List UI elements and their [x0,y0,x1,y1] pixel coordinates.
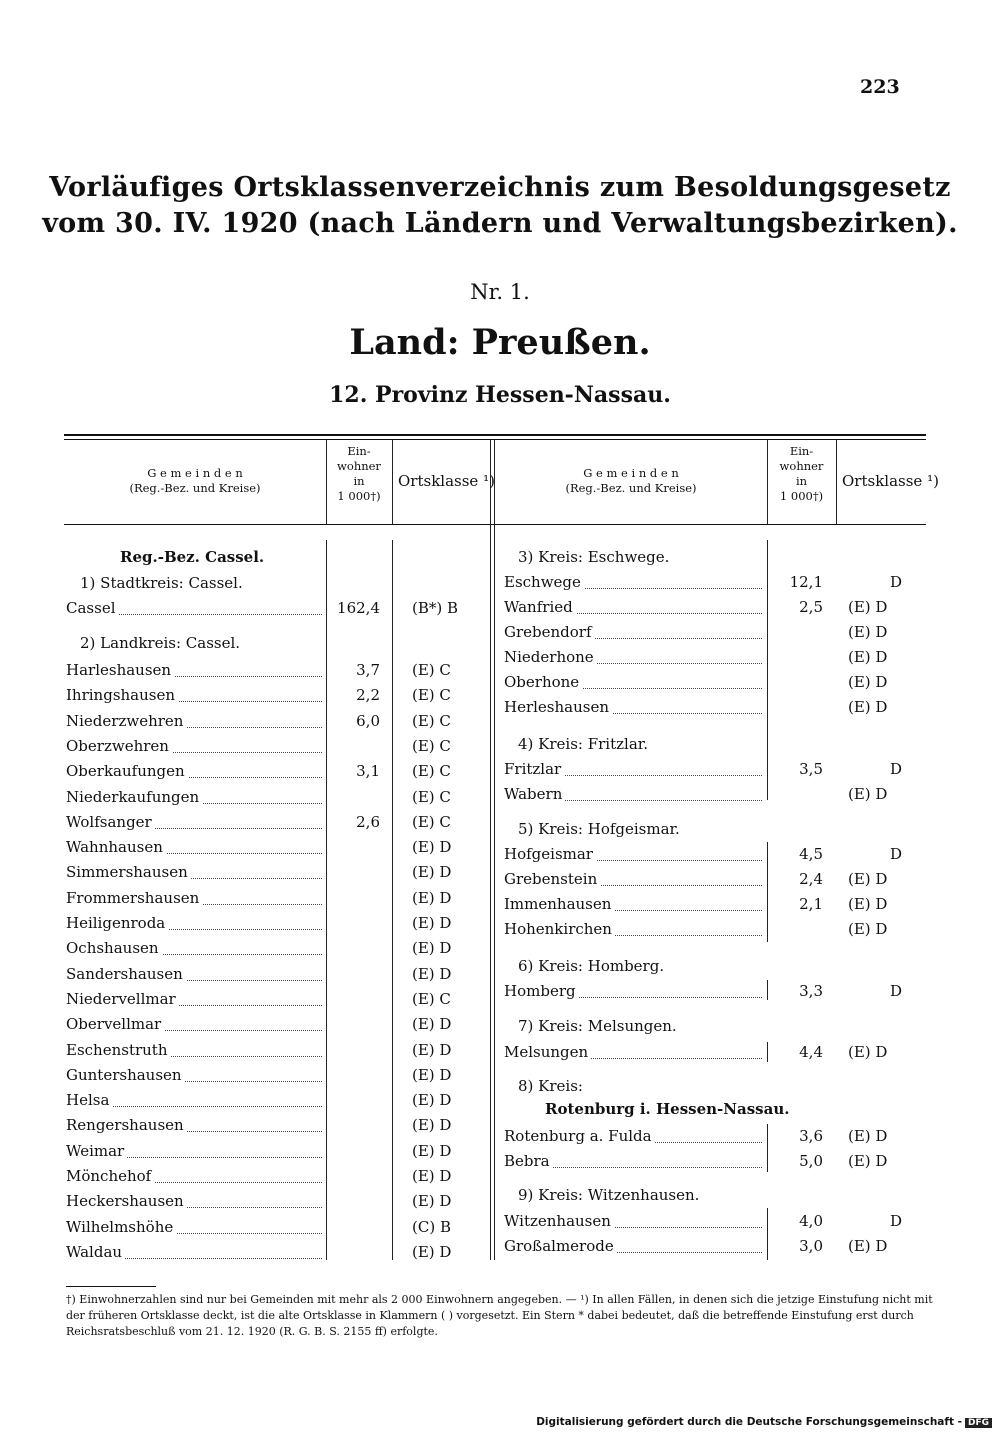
header-gemeinden-label: G e m e i n d e n [583,466,679,480]
row-name-cell [504,845,762,870]
footnote-rule [66,1286,156,1287]
gemeinde-name: Hohenkirchen [504,920,615,938]
einwohner-value: 3,7 [356,661,380,679]
einwohner-value: 3,5 [799,760,823,778]
gemeinde-name: Immenhausen [504,895,614,913]
kreis-rotenburg-name: Rotenburg i. Hessen-Nassau. [545,1100,790,1118]
row-name-cell [504,785,762,810]
gemeinde-name: Waldau [66,1243,125,1261]
table-row [0,870,1000,895]
ortsklasse-value: (E) D [412,1015,452,1034]
page-number: 223 [860,76,900,98]
einwohner-value: 3,6 [799,1127,823,1145]
row-name-cell [504,573,762,598]
gemeinde-name: Obervellmar [66,1015,164,1033]
header-ortsklasse-left: Ortsklasse ¹) [398,472,495,490]
row-name-cell [504,1152,762,1177]
regbez-heading: Reg.-Bez. Cassel. [120,548,265,566]
row-name-cell [504,598,762,623]
table-header-rule [64,524,926,525]
table-top-rule [64,434,926,436]
table-row [0,1237,1000,1262]
gemeinde-name: Herleshausen [504,698,612,716]
gemeinde-name: Niederzwehren [66,712,186,730]
row-name-cell [66,1015,322,1040]
ortsklasse-value: (E) D [412,1242,452,1261]
ortsklasse-value: (E) C [412,762,451,781]
gemeinde-name: Weimar [66,1142,127,1160]
ortsklasse-value: (E) D [848,785,888,803]
ortsklasse-value: (E) D [412,1141,452,1160]
table-row [0,598,1000,623]
number-heading: Nr. 1. [470,280,530,304]
row-name-cell [504,648,762,673]
ortsklasse-value: (E) D [412,914,452,932]
land-heading: Land: Preußen. [349,322,651,363]
table-row [0,1040,1000,1068]
row-name-cell [504,870,762,895]
kreis-rotenburg-heading: 8) Kreis: [518,1077,583,1095]
einwohner-value: 4,5 [799,845,823,863]
ortsklasse-value: (E) D [412,863,452,882]
gemeinde-name: Helsa [66,1091,112,1109]
column-divider [392,440,393,524]
einwohner-value: 2,6 [356,812,380,831]
header-gemeinden-label: G e m e i n d e n [147,466,243,480]
table-row [0,623,1000,648]
row-name-cell [504,623,762,648]
ortsklasse-value: (E) D [848,1043,888,1061]
ortsklasse-value: (E) C [412,812,451,831]
gemeinde-name: Rotenburg a. Fulda [504,1127,655,1145]
gemeinde-name: Eschenstruth [66,1041,171,1059]
ortsklasse-value: (E) C [412,686,451,705]
ortsklasse-value: (E) D [412,1116,452,1135]
landkreis-heading: 2) Landkreis: Cassel. [80,634,241,652]
ortsklasse-value: (C) B [412,1217,451,1236]
gemeinde-name: Frommershausen [66,889,202,907]
ortsklasse-value: (E) D [848,598,888,616]
ortsklasse-value: (E) C [412,736,451,755]
kreis-homberg-heading: 6) Kreis: Homberg. [518,957,665,975]
header-einwohner-left: Ein- wohner in 1 000†) [337,444,381,503]
gemeinde-name: Oberkaufungen [66,762,188,780]
table-row [0,698,1000,723]
gemeinde-name: Großalmerode [504,1237,617,1255]
gemeinde-name: Niedervellmar [66,990,179,1008]
footnote: †) Einwohnerzahlen sind nur bei Gemeinden mit mehr als 2 000 Einwohnern angegeben. — ¹) In allen Fällen, in denen sich die jetzige Einstufung nicht mit der früheren Ortsklasse deckt, ist die alte Ortsklasse in Klammern ( ) vorgesetzt. Ein Stern * dabei bedeutet, daß die betreffende Einstufung erst durch Reichsratsbeschluß vom 21. 12. 1920 (R. G. B. S. 2155 ff) erfolgte. [66,1293,933,1338]
ortsklasse-value: (E) D [412,1192,452,1211]
gemeinde-name: Sandershausen [66,965,186,983]
province-heading: 12. Provinz Hessen-Nassau. [329,382,671,408]
ortsklasse-value: (E) D [848,1152,888,1170]
row-name-cell [504,1127,762,1152]
gemeinde-name: Guntershausen [66,1066,185,1084]
table-row [0,1212,1000,1237]
ortsklasse-value: (E) D [412,964,452,983]
row-name-cell [66,737,322,762]
ortsklasse-value: (E) D [848,648,888,666]
ortsklasse-value: (E) D [412,1167,452,1185]
einwohner-value: 12,1 [789,573,823,591]
header-gemeinden-sub: (Reg.-Bez. und Kreise) [565,481,697,495]
gemeinde-name: Simmershausen [66,863,191,881]
table-row [0,785,1000,810]
ortsklasse-value: D [890,573,903,591]
row-name-cell [504,895,762,920]
ortsklasse-value: (E) D [412,1065,452,1084]
table-row [0,760,1000,785]
table-row [0,1127,1000,1152]
ortsklasse-value: D [890,845,903,863]
table-row [0,737,1000,762]
table-row [0,845,1000,870]
kreis-fritzlar-heading: 4) Kreis: Fritzlar. [518,735,649,753]
gemeinde-name: Mönchehof [66,1167,154,1185]
row-name-cell [504,920,762,945]
gemeinde-name: Heiligenroda [66,914,168,932]
gemeinde-name: Oberzwehren [66,737,172,755]
ortsklasse-value: (E) D [848,1237,888,1255]
row-name-cell [504,1043,762,1068]
kreis-melsungen-heading: 7) Kreis: Melsungen. [518,1017,677,1035]
einwohner-value: 3,3 [799,982,823,1000]
table-row [0,895,1000,920]
einwohner-value: 6,0 [356,711,380,730]
dfg-logo-icon: DFG [965,1418,992,1428]
ortsklasse-value: (E) D [412,1091,452,1110]
kreis-witzenhausen-heading: 9) Kreis: Witzenhausen. [518,1186,700,1204]
ortsklasse-value: (E) D [412,939,452,958]
einwohner-value: 2,2 [356,686,380,705]
gemeinde-name: Wolfsanger [66,813,155,831]
table-row [0,1066,1000,1091]
row-name-cell [66,1066,322,1091]
einwohner-value: 4,4 [799,1043,823,1061]
ortsklasse-value: (E) D [412,888,452,907]
table-row [0,1091,1000,1116]
row-name-cell [66,1091,322,1116]
table-row [0,648,1000,673]
table-row [0,673,1000,698]
gemeinde-name: Oberhone [504,673,582,691]
gemeinde-name: Niederkaufungen [66,788,202,806]
row-name-cell [504,673,762,698]
ortsklasse-value: (E) D [848,698,888,716]
gemeinde-name: Wahnhausen [66,838,166,856]
gemeinde-name: Grebenstein [504,870,600,888]
ortsklasse-value: (E) C [412,989,451,1008]
gemeinde-name: Hofgeismar [504,845,596,863]
gemeinde-name: Rengershausen [66,1116,187,1134]
gemeinde-name: Ihringshausen [66,686,178,704]
stadtkreis-heading: 1) Stadtkreis: Cassel. [80,574,243,592]
ortsklasse-value: (E) D [848,1127,888,1145]
ortsklasse-value: D [890,1212,903,1230]
table-row [0,1152,1000,1177]
gemeinde-name: Wanfried [504,598,576,616]
gemeinde-name: Homberg [504,982,579,1000]
row-name-cell [504,698,762,723]
gemeinde-name: Wabern [504,785,565,803]
gemeinde-name: Witzenhausen [504,1212,614,1230]
gemeinde-name: Harleshausen [66,661,174,679]
header-gemeinden-sub: (Reg.-Bez. und Kreise) [129,481,261,495]
table-row [0,1015,1000,1040]
gemeinde-name: Ochshausen [66,939,162,957]
einwohner-value: 2,4 [799,870,823,888]
table-row [0,813,1000,838]
row-name-cell [504,1212,762,1237]
kreis-eschwege-heading: 3) Kreis: Eschwege. [518,548,670,566]
table-row [0,982,1000,1007]
gemeinde-name: Bebra [504,1152,553,1170]
ortsklasse-value: (B*) B [412,599,459,617]
gemeinde-name: Wilhelmshöhe [66,1218,176,1236]
table-row [0,920,1000,945]
einwohner-value: 4,0 [799,1212,823,1230]
gemeinde-name: Cassel [66,599,119,617]
ortsklasse-value: (E) D [848,920,888,938]
einwohner-value: 162,4 [337,599,380,617]
title-line-1: Vorläufiges Ortsklassenverzeichnis zum Besoldungsgesetz [49,172,951,203]
header-gemeinden-left [66,466,324,496]
ortsklasse-value: (E) C [412,787,451,806]
einwohner-value: 3,1 [356,762,380,781]
einwohner-value: 3,0 [799,1237,823,1255]
title-line-2: vom 30. IV. 1920 (nach Ländern und Verwaltungsbezirken). [42,208,958,239]
gemeinde-name: Eschwege [504,573,584,591]
ortsklasse-value: (E) D [412,1040,452,1059]
header-einwohner-right: Ein- wohner in 1 000†) [779,444,824,503]
row-name-cell [504,982,762,1007]
kreis-hofgeismar-heading: 5) Kreis: Hofgeismar. [518,820,680,838]
row-name-cell [504,1237,762,1262]
header-ortsklasse-right: Ortsklasse ¹) [842,472,939,490]
ortsklasse-value: (E) C [412,661,451,679]
gemeinde-name: Grebendorf [504,623,595,641]
gemeinde-name: Heckershausen [66,1192,187,1210]
ortsklasse-value: (E) C [412,711,451,730]
ortsklasse-value: (E) D [412,838,452,857]
ortsklasse-value: (E) D [848,673,888,691]
table-row [0,573,1000,598]
table-top-rule-thin [64,439,926,440]
gemeinde-name: Melsungen [504,1043,591,1061]
einwohner-value: 5,0 [799,1152,823,1170]
ortsklasse-value: D [890,760,903,778]
ortsklasse-value: (E) D [848,895,888,913]
ortsklasse-value: (E) D [848,623,888,641]
ortsklasse-value: (E) D [848,870,888,888]
gemeinde-name: Niederhone [504,648,597,666]
einwohner-value: 2,1 [799,895,823,913]
column-divider [836,440,837,524]
ortsklasse-value: D [890,982,903,1000]
digitization-credit [536,1416,992,1428]
header-gemeinden-right [496,466,766,496]
digitization-credit-text: Digitalisierung gefördert durch die Deutsche Forschungsgemeinschaft - [536,1416,962,1428]
row-name-cell [66,813,322,838]
row-name-cell [504,760,762,785]
gemeinde-name: Fritzlar [504,760,564,778]
einwohner-value: 2,5 [799,598,823,616]
